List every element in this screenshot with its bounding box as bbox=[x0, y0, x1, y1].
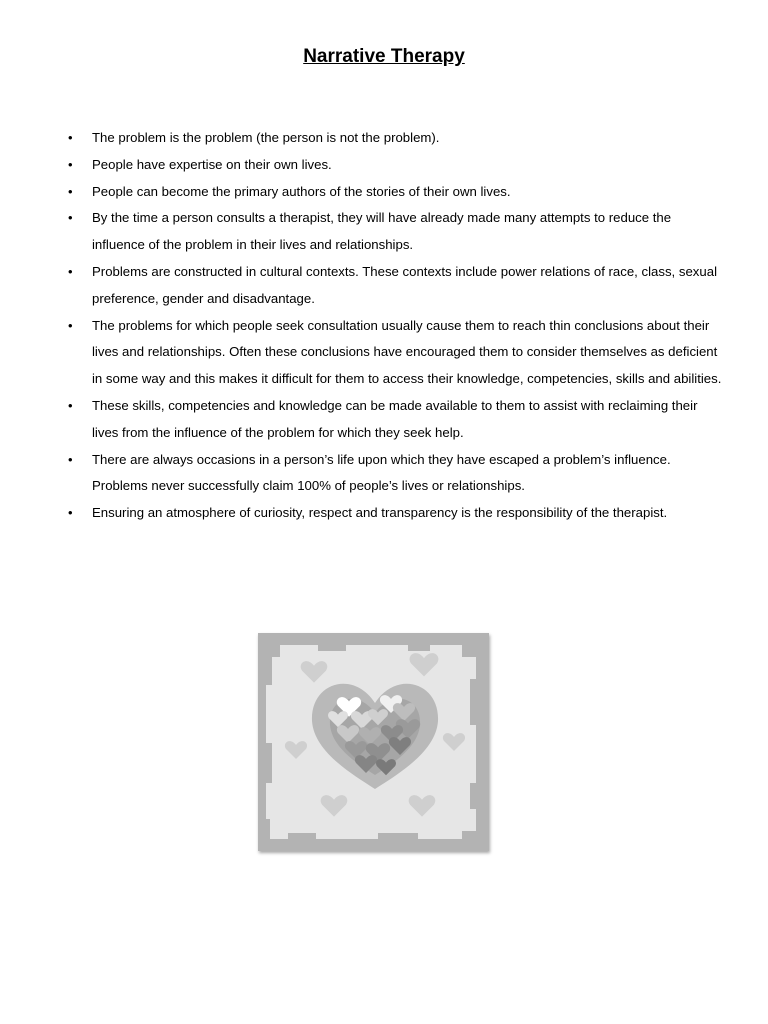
bullet-icon: • bbox=[68, 263, 73, 279]
bullet-icon: • bbox=[68, 130, 73, 145]
page-title: Narrative Therapy bbox=[303, 46, 465, 67]
bullet-icon: • bbox=[68, 210, 73, 226]
bullet-icon: • bbox=[68, 451, 73, 467]
bullet-icon: • bbox=[68, 505, 73, 521]
list-item-text: These skills, competencies and knowledge can be made available to them to assist with reclaiming their lives from the influence of the problem for which they seek help. bbox=[92, 397, 698, 440]
bullet-icon: • bbox=[68, 397, 73, 413]
list-item bbox=[66, 259, 726, 313]
list-item bbox=[66, 205, 726, 259]
hearts-quilt-icon bbox=[258, 633, 489, 851]
list-item-text: Ensuring an atmosphere of curiosity, respect and transparency is the responsibility of the therapist. bbox=[92, 505, 668, 521]
list-item bbox=[66, 447, 726, 501]
list-item-text: People have expertise on their own lives. bbox=[92, 156, 332, 172]
list-item bbox=[66, 152, 726, 179]
list-item-text: People can become the primary authors of the stories of their own lives. bbox=[92, 183, 511, 199]
list-item-text: Problems are constructed in cultural contexts. These contexts include power relations of race, class, sexual preference, gender and disadvantage. bbox=[92, 263, 718, 306]
hearts-quilt-image bbox=[258, 633, 489, 851]
bullet-list bbox=[66, 125, 726, 527]
list-item-text: The problems for which people seek consultation usually cause them to reach thin conclusions about their lives and relationships. Often these conclusions have encouraged them to consider themselves as deficient in some way and this makes it difficult for them to access their knowledge, competencies, skills and abilities. bbox=[92, 317, 722, 387]
list-item-text: By the time a person consults a therapist, they will have already made many attempts to reduce the influence of the problem in their lives and relationships. bbox=[92, 210, 672, 253]
bullet-icon: • bbox=[68, 156, 73, 172]
bullet-icon: • bbox=[68, 317, 73, 333]
list-item-text: The problem is the problem (the person is not the problem). bbox=[92, 130, 440, 145]
list-item bbox=[66, 393, 726, 447]
list-item-text: There are always occasions in a person’s life upon which they have escaped a problem’s influence. Problems never successfully claim 100% of people’s lives or relationships. bbox=[92, 451, 671, 494]
bullet-icon: • bbox=[68, 183, 73, 199]
list-item bbox=[66, 500, 726, 527]
list-item bbox=[66, 313, 726, 393]
list-item bbox=[66, 179, 726, 206]
list-item bbox=[66, 125, 726, 152]
